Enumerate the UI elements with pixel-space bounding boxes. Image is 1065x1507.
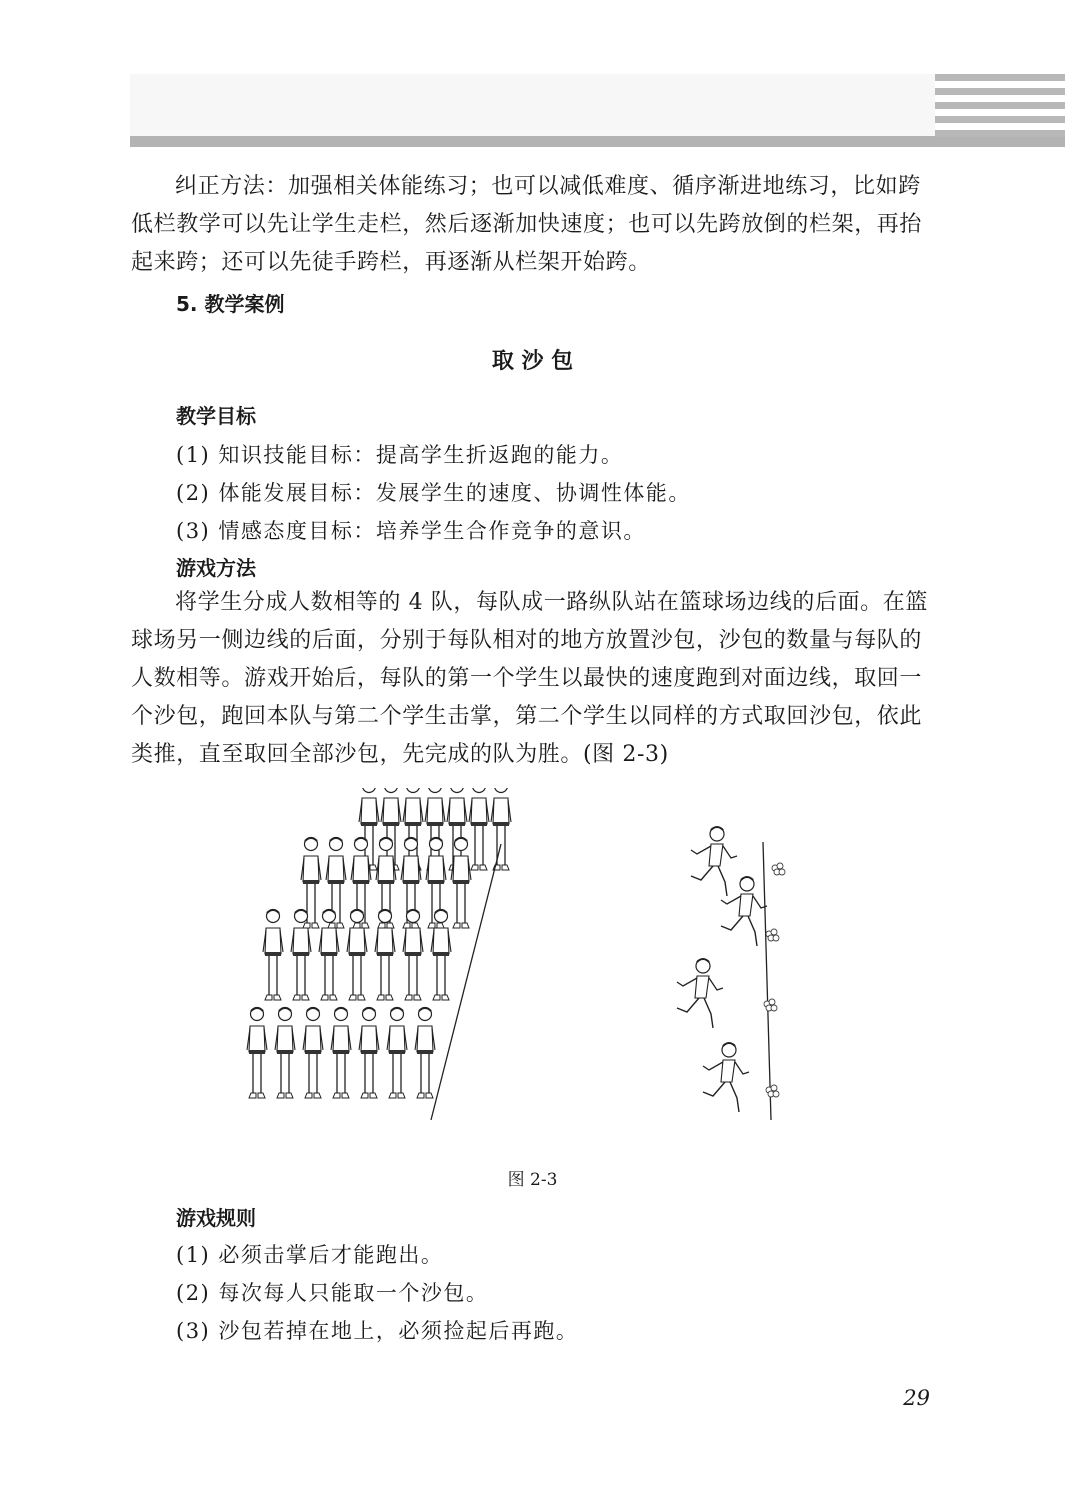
rule-item: (3) 沙包若掉在地上，必须捡起后再跑。: [176, 1319, 579, 1343]
header-bar: [130, 136, 1065, 147]
header-band: [130, 74, 935, 136]
header-stripe: [935, 130, 1065, 137]
team-row-4: [247, 1008, 435, 1099]
objective-item: (1) 知识技能目标：提高学生折返跑的能力。: [176, 443, 624, 467]
team-row-3: [263, 910, 451, 1001]
objectives-heading: 教学目标: [176, 404, 256, 428]
rule-item: (1) 必须击掌后才能跑出。: [176, 1243, 444, 1267]
header-stripe: [935, 74, 1065, 81]
header-stripe: [935, 88, 1065, 95]
rule-item: (2) 每次每人只能取一个沙包。: [176, 1281, 489, 1305]
far-line: [763, 842, 771, 1120]
header-stripe: [935, 116, 1065, 123]
method-heading: 游戏方法: [176, 556, 256, 580]
objective-item: (3) 情感态度目标：培养学生合作竞争的意识。: [176, 519, 646, 543]
section-heading: 5. 教学案例: [176, 292, 285, 316]
case-title: 取 沙 包: [491, 348, 574, 374]
start-line: [431, 844, 501, 1120]
figure-caption: 图 2-3: [507, 1170, 558, 1190]
game-illustration: [229, 788, 839, 1144]
page-number: 29: [903, 1386, 930, 1410]
header-stripe: [935, 102, 1065, 109]
rules-heading: 游戏规则: [176, 1206, 256, 1230]
objective-item: (2) 体能发展目标：发展学生的速度、协调性体能。: [176, 481, 691, 505]
runners: [677, 827, 767, 1112]
correction-paragraph: 纠正方法：加强相关体能练习；也可以减低难度、循序渐进地练习，比如跨低栏教学可以先让学生走栏，然后逐渐加快速度；也可以先跨放倒的栏架，再抬起来跨；还可以先徒手跨栏，再逐渐从栏架开始跨。: [131, 174, 923, 275]
method-paragraph: 将学生分成人数相等的 4 队，每队成一路纵队站在篮球场边线的后面。在篮球场另一侧边线的后面，分别于每队相对的地方放置沙包，沙包的数量与每队的人数相等。游戏开始后，每队的第一个学生以最快的速度跑到对面边线，取回一个沙包，跑回本队与第二个学生击掌，第二个学生以同样的方式取回沙包，依此类推，直至取回全部沙包，先完成的队为胜。(图 2-3): [131, 590, 928, 767]
